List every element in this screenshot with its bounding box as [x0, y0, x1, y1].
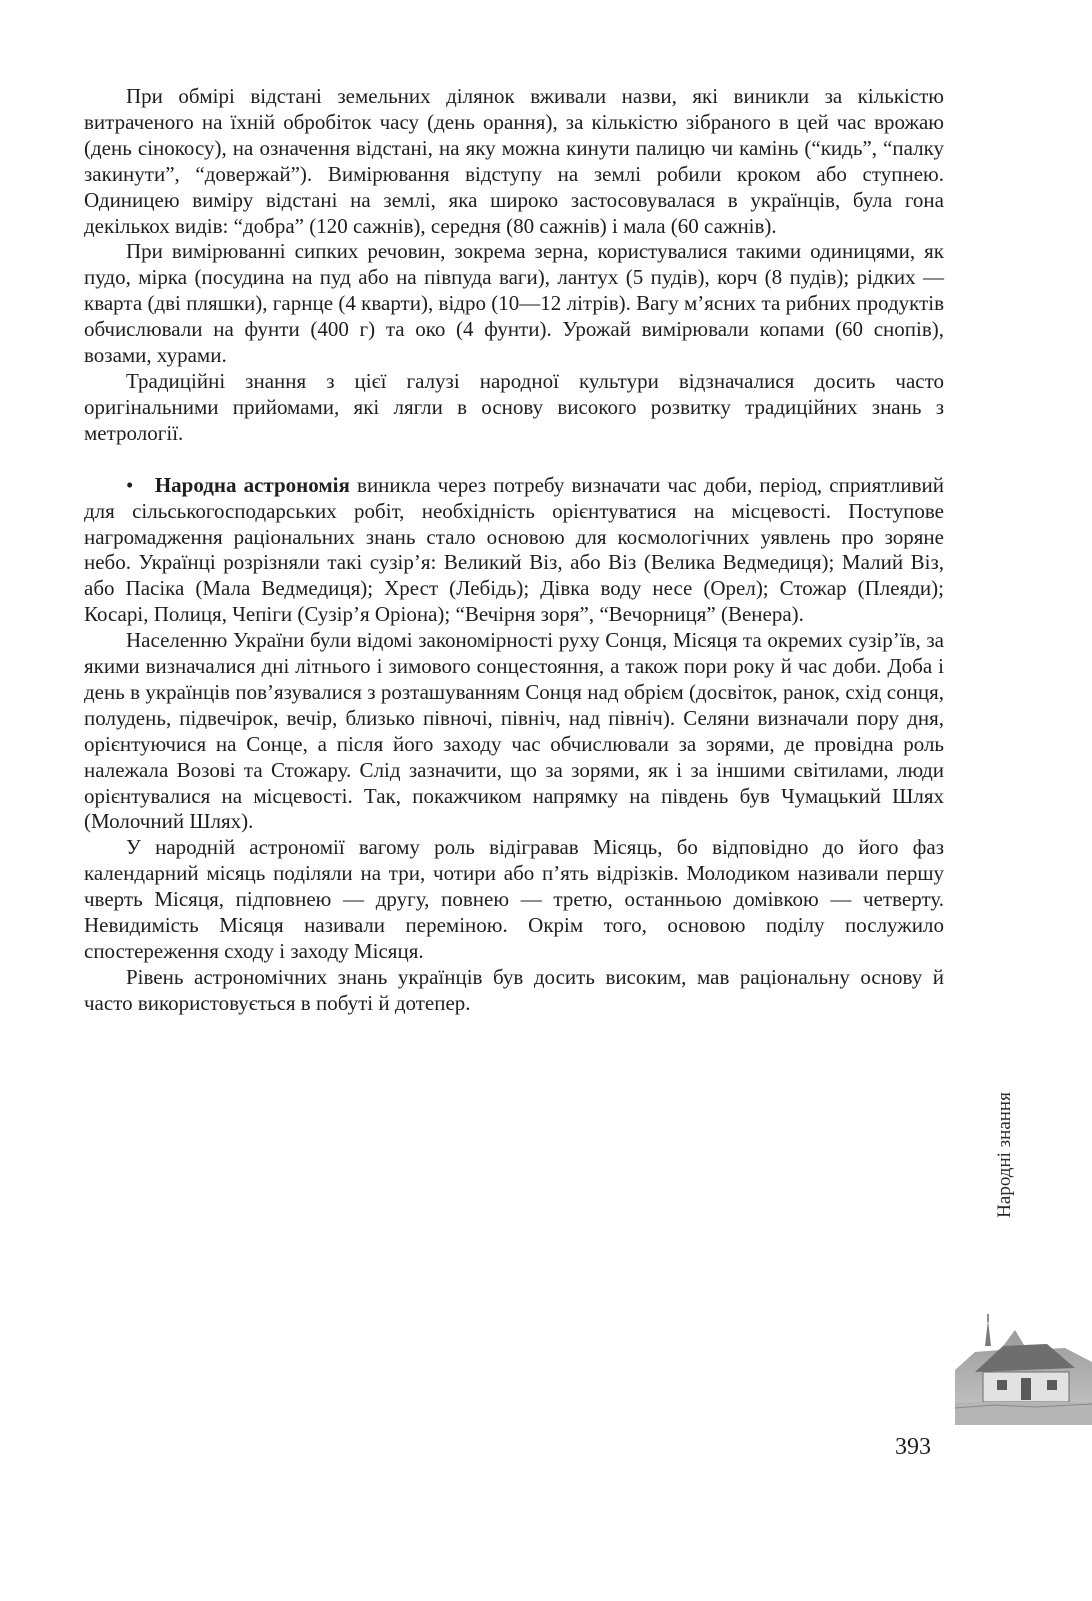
side-tab-label: Народні знання: [994, 1092, 1015, 1218]
paragraph-bulk-measurement: При вимірюванні сипких речовин, зокрема зерна, користувалися такими одиницями, як пудо, мірка (посудина на пуд або на півпуда ваги), лантух (5 пудів), корч (8 пудів); рідких — кварта (дві пляшки), гарнце (4 кварти), відро (10—12 літрів). Вагу м’ясних та рибних продуктів обчислювали на фунти (400 г) та око (4 фунти). Урожай вимірювали копами (60 снопів), возами, хурами.: [84, 239, 944, 368]
paragraph-sun-moon-stars: Населенню України були відомі закономірності руху Сонця, Місяця та окремих сузір’їв, за якими визначалися дні літнього і зимового сонцестояння, а також пори року й час доби. Доба і день в українців пов’язувалися з розташуванням Сонця над обрієм (досвіток, ранок, схід сонця, полудень, підвечірок, вечір, близько півночі, північ, над північ). Селяни визначали пору дня, орієнтуючися на Сонце, а після його заходу час обчислювали за зорями, де провідна роль належала Возові та Стожару. Слід зазначити, що за зорями, як і за іншими світилами, люди орієнтувалися на місцевості. Так, покажчиком напрямку на південь був Чумацький Шлях (Молочний Шлях).: [84, 628, 944, 834]
section-gap: [84, 447, 944, 473]
village-house-illustration: [955, 1310, 1092, 1425]
section-term: Народна астрономія: [154, 472, 350, 497]
body-text: [84, 84, 944, 1017]
section-side-tab: [985, 1065, 1025, 1245]
page-number: 393: [895, 1434, 931, 1460]
paragraph-folk-astronomy: [84, 473, 944, 628]
paragraph-metrology-summary: Традиційні знання з цієї галузі народної культури відзначалися досить часто оригінальними прийомами, які лягли в основу високого розвитку традиційних знань з метрології.: [84, 368, 944, 445]
bullet-marker: •: [126, 472, 134, 497]
paragraph-astronomy-level: Рівень астрономічних знань українців був досить високим, мав раціональну основу й часто використовується в побуті й дотепер.: [84, 964, 944, 1015]
paragraph-land-measurement: При обмірі відстані земельних ділянок вживали назви, які виникли за кількістю витраченого на їхній обробіток часу (день орання), за кількістю зібраного в цей час врожаю (день сінокосу), на означення відстані, на яку можна кинути палицю чи камінь (“кидь”, “палку закинути”, “довержай”). Вимірювання відступу на землі робили кроком або ступнею. Одиницею виміру відстані на землі, яка широко застосовувалася в українців, була гона декількох видів: “добра” (120 сажнів), середня (80 сажнів) і мала (60 сажнів).: [84, 84, 944, 238]
paragraph-folk-astronomy-text: виникла через потребу визначати час доби, період, сприятливий для сільськогосподарських робіт, необхідність орієнтуватися на місцевості. Поступове нагромадження раціональних знань стало основою для космологічних уявлень про зоряне небо. Українці розрізняли такі сузір’я: Великий Віз, або Віз (Велика Ведмедиця); Малий Віз, або Пасіка (Мала Ведмедиця); Хрест (Лебідь); Дівка воду несе (Орел); Стожар (Плеяди); Косарі, Полиця, Чепіги (Сузір’я Оріона); “Вечірня зоря”, “Вечорниця” (Венера).: [84, 472, 944, 627]
paragraph-moon-phases: У народній астрономії вагому роль відігравав Місяць, бо відповідно до його фаз календарний місяць поділяли на три, чотири або п’ять відрізків. Молодиком називали першу чверть Місяця, підповнею — другу, повнею — третю, останньою домівкою — четверту. Невидимість Місяця називали переміною. Окрім того, основою поділу послужило спостереження сходу і заходу Місяця.: [84, 835, 944, 963]
